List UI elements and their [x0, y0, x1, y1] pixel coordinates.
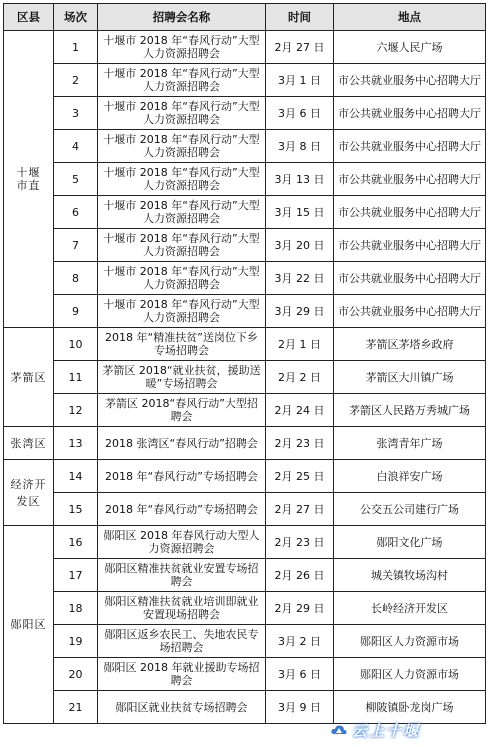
venue-cell: 市公共就业服务中心招聘大厅 — [334, 295, 486, 328]
table-row — [4, 625, 486, 658]
fair-name-cell: 2018 年“春风行动”专场招聘会 — [98, 493, 266, 526]
fair-name-cell: 十堰市 2018 年“春风行动”大型人力资源招聘会 — [98, 196, 266, 229]
fair-name-cell: 郧阳区精准扶贫就业培训即就业安置现场招聘会 — [98, 592, 266, 625]
fair-name-cell: 郧阳区 2018 年春风行动大型人力资源招聘会 — [98, 526, 266, 559]
header-session: 场次 — [54, 4, 98, 31]
table-row — [4, 295, 486, 328]
venue-cell: 白浪祥安广场 — [334, 460, 486, 493]
fair-name-cell: 十堰市 2018 年“春风行动”大型人力资源招聘会 — [98, 262, 266, 295]
session-number-cell: 2 — [54, 64, 98, 97]
table-body — [4, 31, 486, 724]
session-number-cell: 1 — [54, 31, 98, 64]
table-row — [4, 658, 486, 691]
session-number-cell: 9 — [54, 295, 98, 328]
header-fair-name: 招聘会名称 — [98, 4, 266, 31]
venue-cell: 市公共就业服务中心招聘大厅 — [334, 64, 486, 97]
fair-name-cell: 郧阳区精准扶贫就业安置专场招聘会 — [98, 559, 266, 592]
venue-cell: 市公共就业服务中心招聘大厅 — [334, 196, 486, 229]
date-cell: 2月 1 日 — [266, 328, 334, 361]
venue-cell: 城关镇牧场沟村 — [334, 559, 486, 592]
fair-name-cell: 2018 年“精准扶贫”送岗位下乡专场招聘会 — [98, 328, 266, 361]
session-number-cell: 12 — [54, 394, 98, 427]
date-cell: 3月 15 日 — [266, 196, 334, 229]
date-cell: 2月 23 日 — [266, 427, 334, 460]
table-row — [4, 559, 486, 592]
watermark-text: 云上十堰 — [352, 721, 421, 740]
session-number-cell: 10 — [54, 328, 98, 361]
date-cell: 3月 6 日 — [266, 97, 334, 130]
venue-cell: 郧阳区人力资源市场 — [334, 625, 486, 658]
session-number-cell: 17 — [54, 559, 98, 592]
fair-name-cell: 十堰市 2018 年“春风行动”大型人力资源招聘会 — [98, 130, 266, 163]
header-row — [4, 4, 486, 31]
fair-name-cell: 2018 年“春风行动”专场招聘会 — [98, 460, 266, 493]
session-number-cell: 6 — [54, 196, 98, 229]
venue-cell: 六堰人民广场 — [334, 31, 486, 64]
session-number-cell: 5 — [54, 163, 98, 196]
date-cell: 2月 24 日 — [266, 394, 334, 427]
county-cell: 经济开 发区 — [4, 460, 54, 526]
date-cell: 2月 27 日 — [266, 493, 334, 526]
session-number-cell: 16 — [54, 526, 98, 559]
table-row — [4, 163, 486, 196]
header-date: 时间 — [266, 4, 334, 31]
venue-cell: 茅箭区人民路万秀城广场 — [334, 394, 486, 427]
date-cell: 3月 29 日 — [266, 295, 334, 328]
table-row — [4, 328, 486, 361]
session-number-cell: 4 — [54, 130, 98, 163]
fair-name-cell: 茅箭区 2018“就业扶贫，援助送暖”专场招聘会 — [98, 361, 266, 394]
venue-cell: 市公共就业服务中心招聘大厅 — [334, 130, 486, 163]
venue-cell: 长岭经济开发区 — [334, 592, 486, 625]
table-header — [4, 4, 486, 31]
venue-cell: 市公共就业服务中心招聘大厅 — [334, 163, 486, 196]
session-number-cell: 21 — [54, 691, 98, 724]
table-row — [4, 64, 486, 97]
fair-name-cell: 十堰市 2018 年“春风行动”大型人力资源招聘会 — [98, 163, 266, 196]
fair-name-cell: 郧阳区就业扶贫专场招聘会 — [98, 691, 266, 724]
county-cell: 郧阳区 — [4, 526, 54, 724]
date-cell: 3月 1 日 — [266, 64, 334, 97]
date-cell: 2月 2 日 — [266, 361, 334, 394]
date-cell: 3月 8 日 — [266, 130, 334, 163]
table-row — [4, 97, 486, 130]
date-cell: 3月 6 日 — [266, 658, 334, 691]
session-number-cell: 14 — [54, 460, 98, 493]
date-cell: 3月 13 日 — [266, 163, 334, 196]
venue-cell: 市公共就业服务中心招聘大厅 — [334, 97, 486, 130]
session-number-cell: 18 — [54, 592, 98, 625]
date-cell: 2月 26 日 — [266, 559, 334, 592]
fair-name-cell: 十堰市 2018 年“春风行动”大型人力资源招聘会 — [98, 64, 266, 97]
session-number-cell: 19 — [54, 625, 98, 658]
county-cell: 十堰 市直 — [4, 31, 54, 328]
venue-cell: 茅箭区茅塔乡政府 — [334, 328, 486, 361]
table-row — [4, 31, 486, 64]
date-cell: 2月 25 日 — [266, 460, 334, 493]
table-row — [4, 196, 486, 229]
session-number-cell: 13 — [54, 427, 98, 460]
table-row — [4, 592, 486, 625]
date-cell: 3月 9 日 — [266, 691, 334, 724]
date-cell: 2月 27 日 — [266, 31, 334, 64]
date-cell: 3月 22 日 — [266, 262, 334, 295]
session-number-cell: 11 — [54, 361, 98, 394]
header-county: 区县 — [4, 4, 54, 31]
venue-cell: 柳陂镇卧龙岗广场 — [334, 691, 486, 724]
session-number-cell: 8 — [54, 262, 98, 295]
venue-cell: 郧阳区人力资源市场 — [334, 658, 486, 691]
date-cell: 3月 20 日 — [266, 229, 334, 262]
table-row — [4, 130, 486, 163]
table-row — [4, 229, 486, 262]
county-cell: 茅箭区 — [4, 328, 54, 427]
venue-cell: 茅箭区大川镇广场 — [334, 361, 486, 394]
table-row — [4, 262, 486, 295]
table-row — [4, 361, 486, 394]
date-cell: 2月 29 日 — [266, 592, 334, 625]
date-cell: 2月 23 日 — [266, 526, 334, 559]
fair-name-cell: 茅箭区 2018“春风行动”大型招聘会 — [98, 394, 266, 427]
venue-cell: 张湾青年广场 — [334, 427, 486, 460]
job-fair-schedule-table — [3, 3, 486, 724]
table-row — [4, 460, 486, 493]
session-number-cell: 15 — [54, 493, 98, 526]
fair-name-cell: 十堰市 2018 年“春风行动”大型人力资源招聘会 — [98, 295, 266, 328]
session-number-cell: 7 — [54, 229, 98, 262]
table-row — [4, 427, 486, 460]
fair-name-cell: 十堰市 2018 年“春风行动”大型人力资源招聘会 — [98, 97, 266, 130]
session-number-cell: 3 — [54, 97, 98, 130]
fair-name-cell: 2018 张湾区“春风行动”招聘会 — [98, 427, 266, 460]
session-number-cell: 20 — [54, 658, 98, 691]
table-row — [4, 526, 486, 559]
date-cell: 3月 2 日 — [266, 625, 334, 658]
fair-name-cell: 十堰市 2018 年“春风行动”大型人力资源招聘会 — [98, 31, 266, 64]
table-row — [4, 394, 486, 427]
venue-cell: 郧阳文化广场 — [334, 526, 486, 559]
fair-name-cell: 郧阳区 2018 年就业援助专场招聘会 — [98, 658, 266, 691]
watermark — [330, 717, 482, 743]
table-row — [4, 493, 486, 526]
county-cell: 张湾区 — [4, 427, 54, 460]
cloud-logo-icon — [330, 721, 348, 739]
header-venue: 地点 — [334, 4, 486, 31]
venue-cell: 市公共就业服务中心招聘大厅 — [334, 229, 486, 262]
fair-name-cell: 十堰市 2018 年“春风行动”大型人力资源招聘会 — [98, 229, 266, 262]
fair-name-cell: 郧阳区返乡农民工、失地农民专场招聘会 — [98, 625, 266, 658]
venue-cell: 市公共就业服务中心招聘大厅 — [334, 262, 486, 295]
venue-cell: 公交五公司建行广场 — [334, 493, 486, 526]
